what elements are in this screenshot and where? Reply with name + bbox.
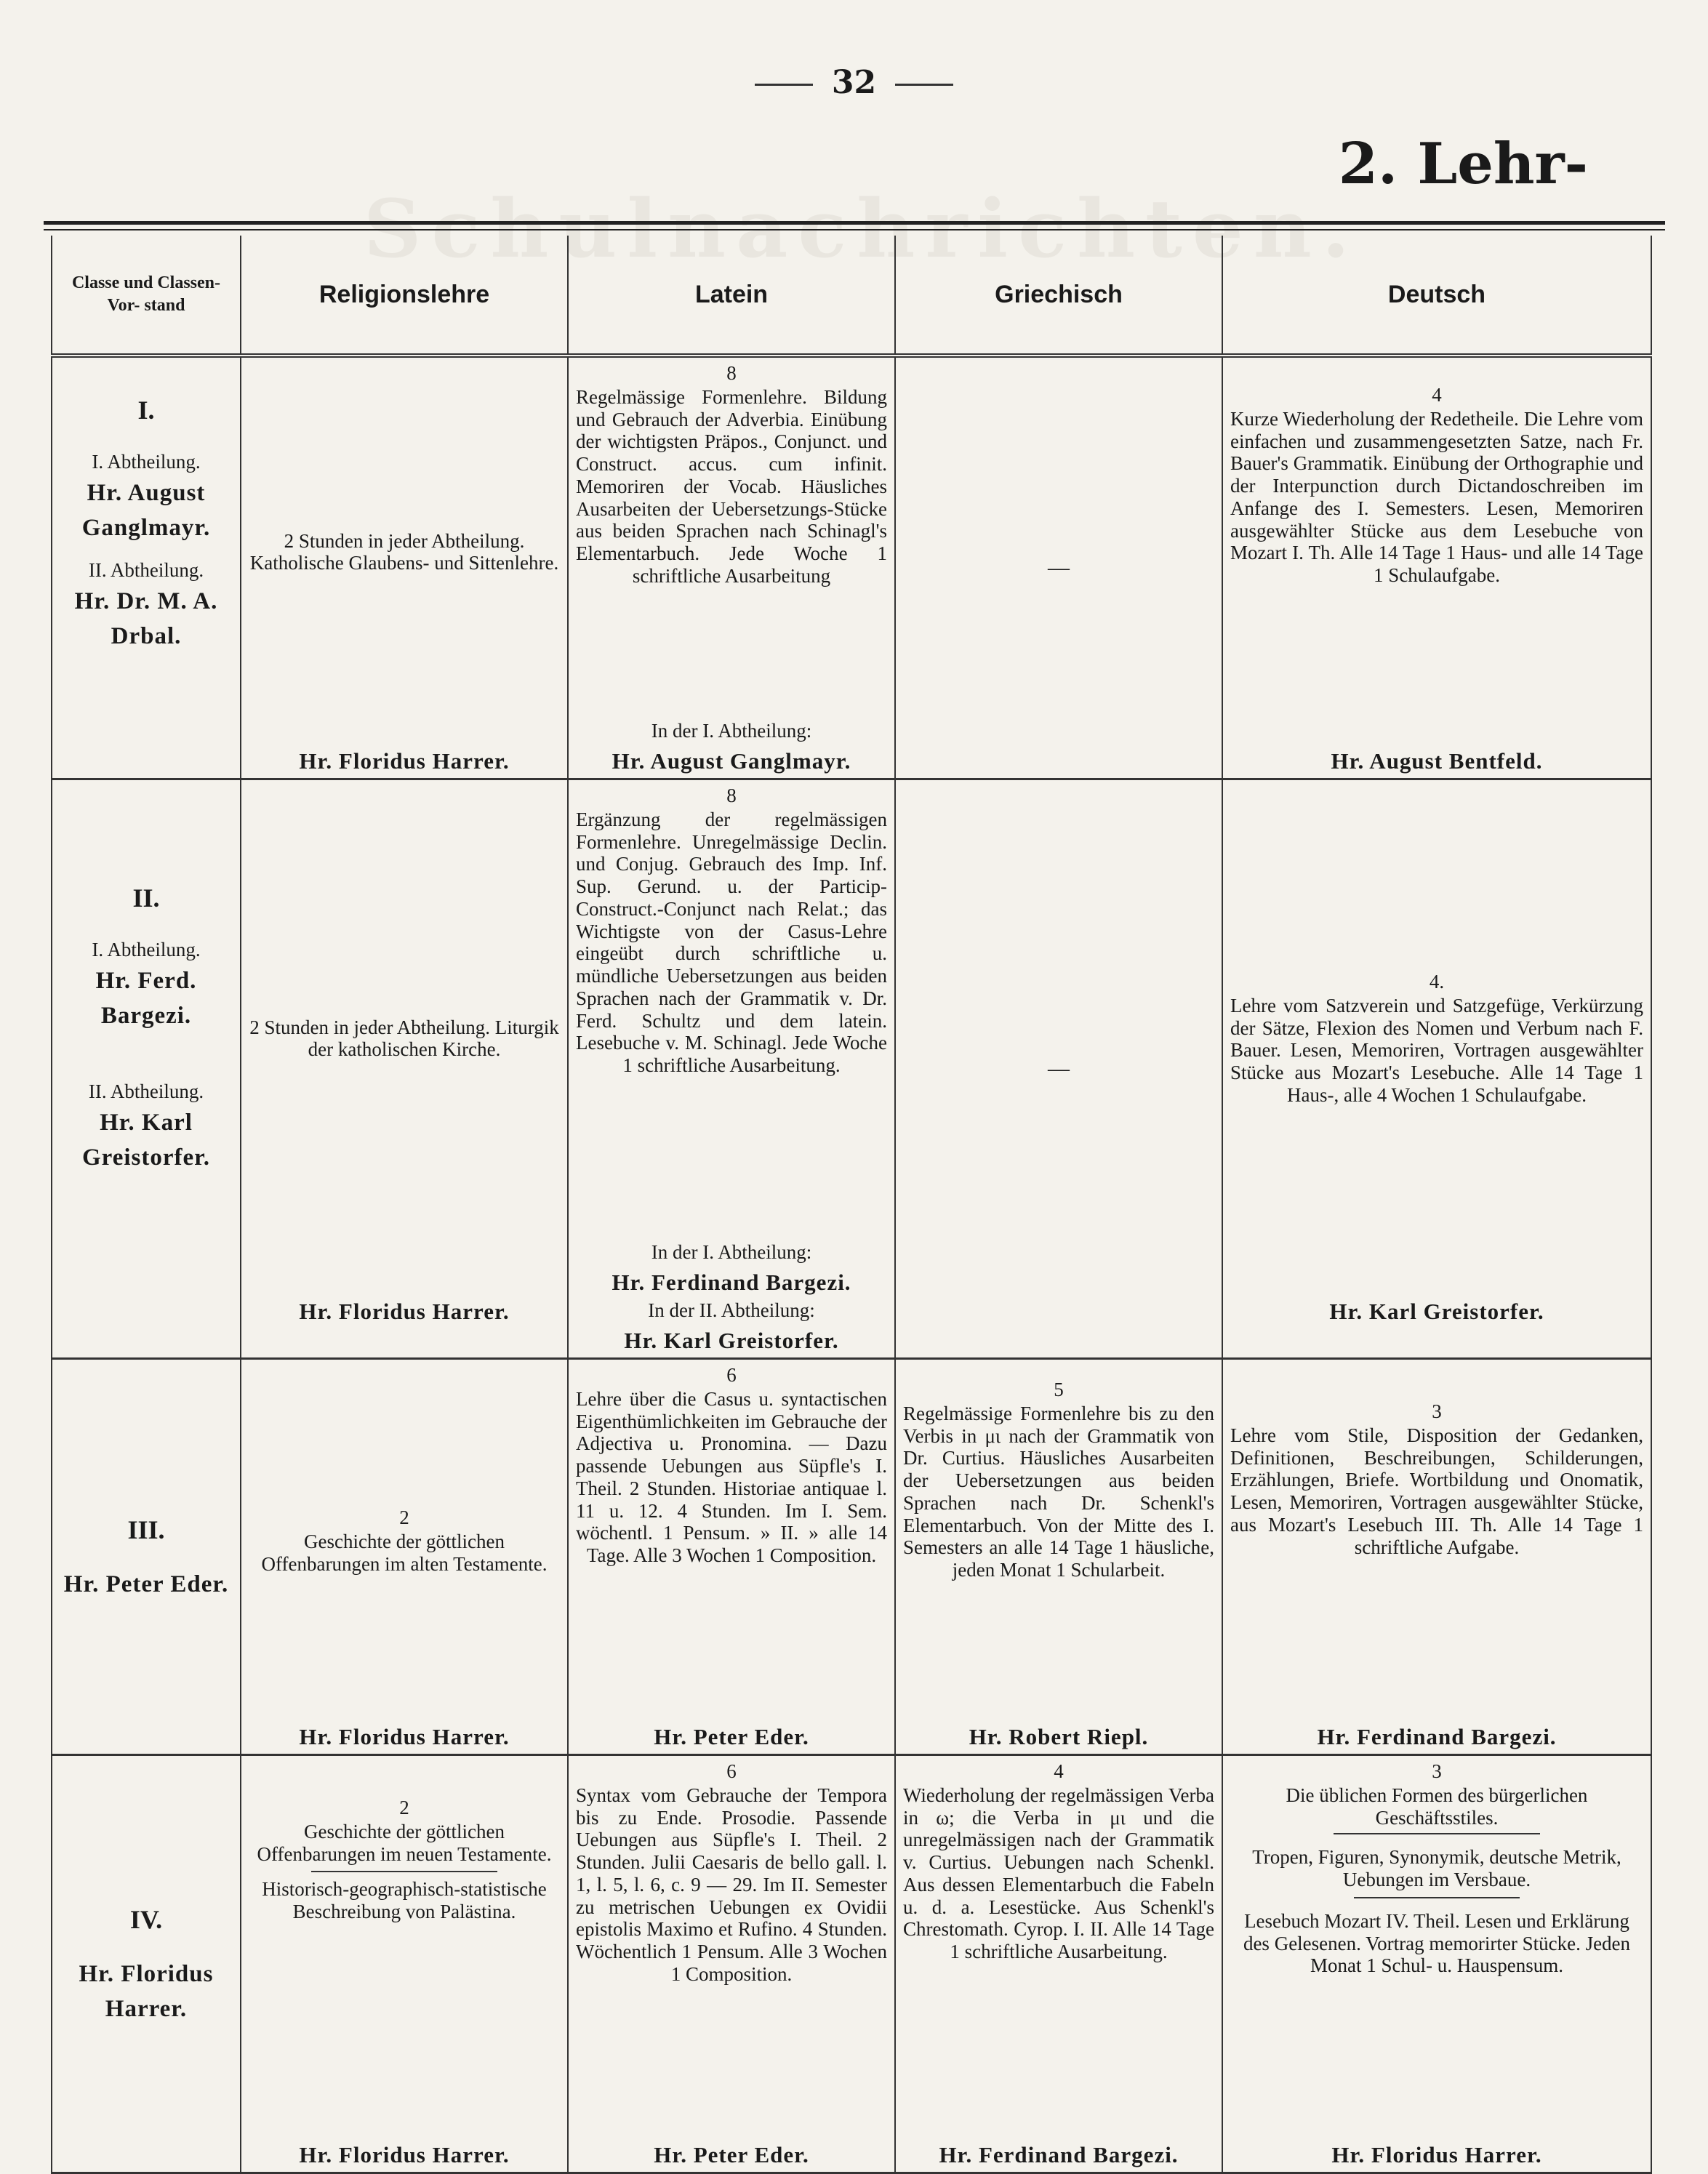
religion-cell [241,1359,568,1755]
teacher-name: Hr. Floridus Harrer. [299,1723,510,1749]
abteilung-note: In der I. Abtheilung: [651,719,812,742]
header-griechisch: Griechisch [895,236,1222,356]
table-row [52,356,1651,779]
classe-cell [52,1755,241,2173]
bleed-through-text: Schulnachrichten. [364,182,1360,276]
deutsch-cell [1222,1359,1651,1755]
hours: 5 [1054,1379,1064,1400]
subject-text: 2 Stunden in jeder Abtheilung. Liturgik der katholischen Kirche. [249,1016,559,1061]
table-row [52,1755,1651,2173]
classe-cell [52,779,241,1359]
section-title: 2. Lehr- [1338,131,1588,197]
teacher-name: Hr. Floridus Harrer. [299,747,510,774]
hours: 8 [726,785,737,806]
griechisch-cell [895,1755,1222,2173]
double-rule [44,221,1665,230]
hours: 8 [726,362,737,384]
latein-cell [568,356,895,779]
latein-cell [568,1755,895,2173]
religion-cell [241,356,568,779]
subject-text: Lehre vom Stile, Disposition der Gedanken, Definitionen, Beschreibungen, Schilderungen, Erzählungen, Briefe. Wortbildung und Onomatik, Lesen, Memoriren, Vortragen ausgewählter Stücke, aus Mozart's Lesebuch III. Th. Alle 14 Tage 1 schriftliche Aufgabe. [1230,1424,1643,1558]
teacher-name: Hr. Floridus Harrer. [299,1298,510,1324]
vorstand-name: Hr. Dr. M. A. Drbal. [74,588,218,649]
deutsch-cell [1222,1755,1651,2173]
hours: 2 [399,1797,409,1818]
header-latein: Latein [568,236,895,356]
teacher-name: Hr. August Bentfeld. [1331,747,1543,774]
subject-text: Wiederholung der regelmässigen Verba in ω; die Verba in μι und die unregelmässigen nach der Grammatik v. Curtius. Uebungen nach Schenkl. Aus dessen Elementarbuch die Fabeln u. d. a. Lesestücke. Aus Schenkl's Chrestomath. Cyrop. I. II. Alle 14 Tage 1 schriftliche Ausarbeitung. [903,1784,1214,1963]
class-numeral: II. [132,883,160,912]
teacher-name: Hr. Peter Eder. [654,1723,809,1749]
teacher-name: Hr. Floridus Harrer. [1331,2141,1542,2167]
teacher-name: Hr. Karl Greistorfer. [1329,1298,1544,1324]
teacher-name: Hr. Ferdinand Bargezi. [939,2141,1179,2167]
hours: 4. [1429,971,1445,993]
vorstand-name: Hr. Peter Eder. [63,1571,229,1598]
subject-text: 2 Stunden in jeder Abtheilung. Katholische Glaubens- und Sittenlehre. [249,529,559,574]
class-numeral: I. [137,396,155,425]
griechisch-cell [895,356,1222,779]
class-numeral: III. [127,1515,165,1544]
abteilung-note: In der II. Abtheilung: [648,1299,815,1321]
empty-dash: — [1048,1056,1070,1080]
divider [311,1871,498,1872]
subject-text: Historisch-geographisch-statistische Beschreibung von Palästina. [262,1878,547,1923]
subject-text: Syntax vom Gebrauche der Tempora bis zu Ende. Prosodie. Passende Uebungen aus Süpfle's I. Theil. 2 Stunden. Julii Caesaris de bello gall. l. 1, l. 5, l. 6, c. 9 — 29. Im II. Semester zu metrischen Uebungen ex Ovidii epistolis Maximo et Rufino. 4 Stunden. Wöchentlich 1 Pensum. Alle 3 Wochen 1 Composition. [576,1784,887,1985]
teacher-name: Hr. Karl Greistorfer. [624,1327,839,1353]
hours: 3 [1432,1400,1442,1422]
table-row [52,779,1651,1359]
subject-text: Tropen, Figuren, Synonymik, deutsche Metrik, Uebungen im Versbaue. [1252,1846,1621,1891]
abteilung-label: II. Abtheilung. [88,1080,204,1103]
table-header [52,236,1651,356]
religion-cell [241,779,568,1359]
latein-cell [568,779,895,1359]
vorstand-name: Hr. Floridus Harrer. [79,1961,214,2023]
abteilung-label: I. Abtheilung. [92,451,201,473]
subject-text: Ergänzung der regelmässigen Formenlehre. Unregelmässige Declin. und Conjug. Gebrauch des Imp. Inf. Sup. Gerund. u. der Particip-Construct.-Conjunct nach Relat.; das Wichtigste von der Casus-Lehre eingeübt durch schriftliche u. mündliche Uebersetzungen aus beiden Sprachen nach der Grammatik v. Dr. Ferd. Schultz und dem latein. Lesebuche v. M. Schinagl. Jede Woche 1 schriftliche Ausarbeitung. [576,808,887,1077]
subject-text: Lehre vom Satzverein und Satzgefüge, Verkürzung der Sätze, Flexion des Nomen und Verbum nach F. Bauer. Lesen, Memoriren, Vortragen ausgewählter Stücke aus Mozart's Lesebuche. Alle 14 Tage 1 Haus-, alle 4 Wochen 1 Schulaufgabe. [1230,994,1643,1106]
subject-text: Kurze Wiederholung der Redetheile. Die Lehre vom einfachen und zusammengesetzten Satze, nach Fr. Bauer's Grammatik. Einübung der Orthographie und der Interpunction durch Dictandoschreiben im Anfange des I. Semesters. Lesen, Memoriren ausgewählter Stücke aus dem Lesebuche von Mozart I. Th. Alle 14 Tage 1 Haus- und alle 14 Tage 1 Schulaufgabe. [1230,407,1643,587]
subject-text: Lesebuch Mozart IV. Theil. Lesen und Erklärung des Gelesenen. Vortrag memorirter Stücke. Jeden Monat 1 Schul- u. Hauspensum. [1243,1909,1631,1977]
page-number: 32 [0,64,1708,101]
empty-dash: — [1048,555,1070,579]
hours: 2 [399,1507,409,1529]
subject-text: Lehre über die Casus u. syntactischen Eigenthümlichkeiten im Gebrauche der Adjectiva u. Pronomina. — Dazu passende Uebungen aus Süpfle's I. Theil. 2 Stunden. Historiae antiquae l. 11 u. 12. 4 Stunden. Im I. Sem. wöchentl. 1 Pensum. » II. » alle 14 Tage. Alle 3 Wochen 1 Composition. [576,1387,887,1567]
divider [1354,1897,1519,1898]
teacher-name: Hr. Peter Eder. [654,2141,809,2167]
header-deutsch: Deutsch [1222,236,1651,356]
hours: 4 [1054,1760,1064,1782]
subject-text: Regelmässige Formenlehre. Bildung und Gebrauch der Adverbia. Einübung der wichtigsten Präpos., Conjunct. und Construct. accus. cum infinit. Memoriren der Vocab. Häusliches Ausarbeiten der Uebersetzungs-Stücke aus beiden Sprachen nach Schinagl's Elementarbuch. Jede Woche 1 schriftliche Ausarbeitung [576,385,887,587]
teacher-name: Hr. Ferdinand Bargezi. [612,1269,851,1295]
abteilung-label: I. Abtheilung. [92,939,201,961]
subject-text: Die üblichen Formen des bürgerlichen Geschäftsstiles. [1286,1784,1588,1829]
vorstand-name: Hr. Ferd. Bargezi. [95,968,197,1030]
teacher-name: Hr. Floridus Harrer. [299,2141,510,2167]
subject-text: Geschichte der göttlichen Offenbarungen im neuen Testamente. [257,1820,552,1865]
hours: 6 [726,1364,737,1386]
divider [1334,1833,1540,1834]
hours: 4 [1432,384,1442,406]
teacher-name: Hr. Ferdinand Bargezi. [1317,1723,1557,1749]
abteilung-label: II. Abtheilung. [88,559,204,582]
subject-text: Geschichte der göttlichen Offenbarungen im alten Testamente. [261,1530,548,1575]
table-row [52,1359,1651,1755]
header-religion: Religionslehre [241,236,568,356]
teacher-name: Hr. Robert Riepl. [969,1723,1149,1749]
class-numeral: IV. [129,1905,163,1935]
teacher-name: Hr. August Ganglmayr. [612,747,851,774]
vorstand-name: Hr. August Ganglmayr. [81,480,211,542]
classe-cell [52,1359,241,1755]
hours: 6 [726,1760,737,1782]
griechisch-cell [895,1359,1222,1755]
vorstand-name: Hr. Karl Greistorfer. [81,1110,211,1171]
deutsch-cell [1222,779,1651,1359]
hours: 3 [1432,1760,1442,1782]
lehr-table [51,236,1652,2174]
classe-cell [52,356,241,779]
latein-cell [568,1359,895,1755]
griechisch-cell [895,779,1222,1359]
header-classe: Classe und Classen-Vor- stand [52,236,241,356]
religion-cell [241,1755,568,2173]
deutsch-cell [1222,356,1651,779]
subject-text: Regelmässige Formenlehre bis zu den Verbis in μι nach der Grammatik von Dr. Curtius. Häusliches Ausarbeiten der Uebersetzungen aus beiden Sprachen nach Dr. Schenkl's Elementarbuch. Von der Mitte des I. Semesters an alle 14 Tage 1 häusliche, jeden Monat 1 Schularbeit. [903,1402,1214,1581]
abteilung-note: In der I. Abtheilung: [651,1240,812,1263]
